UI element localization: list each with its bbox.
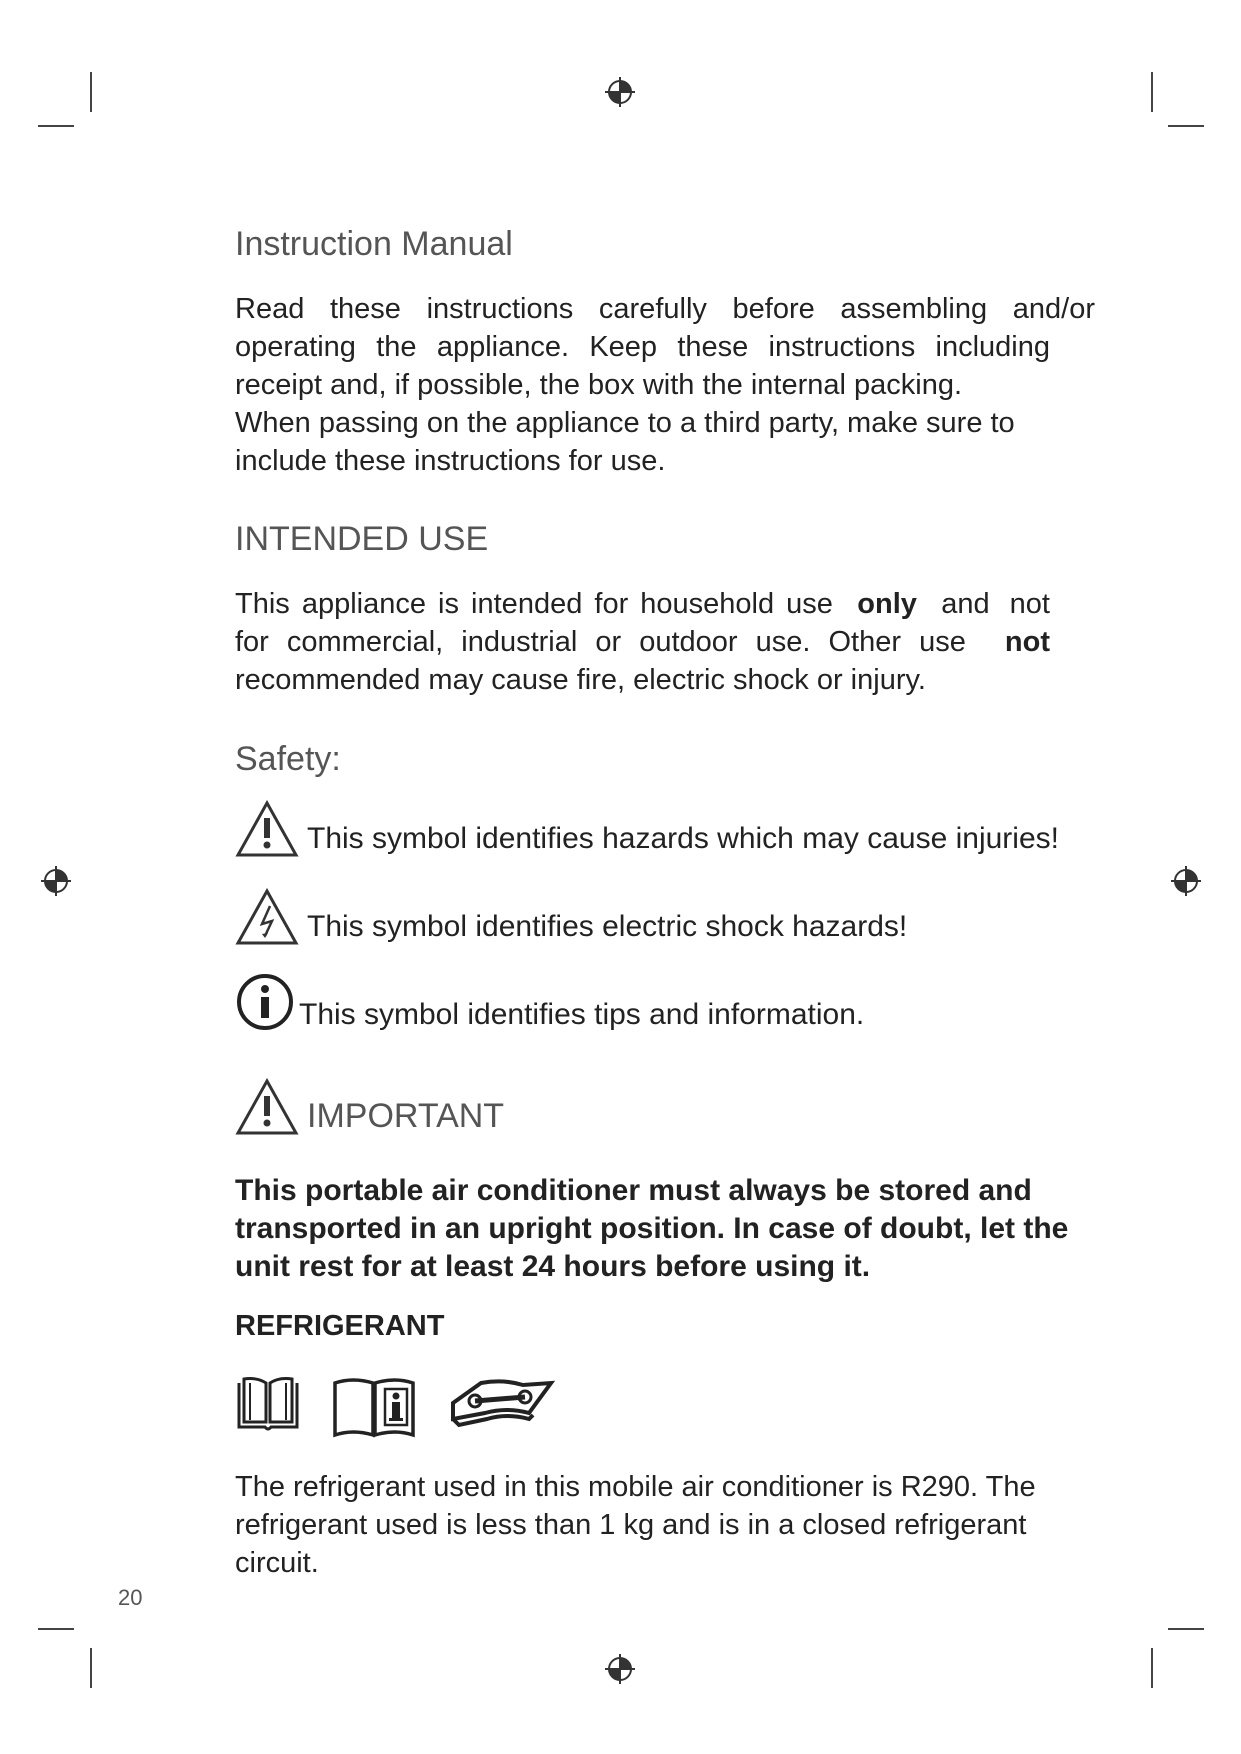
intro-line: Read these instructions carefully before assembling and/or: [235, 293, 1095, 325]
registration-mark-icon: [603, 75, 637, 109]
info-book-icon: [331, 1375, 417, 1439]
intended-use-text: This appliance is intended for household use: [235, 588, 833, 620]
refrigerant-heading: REFRIGERANT: [235, 1310, 445, 1342]
symbol-row-hazard: [235, 800, 1059, 858]
crop-mark: [38, 125, 74, 127]
page-title: Instruction Manual: [235, 225, 513, 263]
crop-mark: [1168, 1628, 1204, 1630]
manual-book-icon: [235, 1375, 301, 1433]
intended-use-line: recommended may cause fire, electric shock or injury.: [235, 664, 926, 696]
intended-use-emphasis: not: [1004, 626, 1050, 658]
crop-mark: [1151, 1648, 1153, 1688]
intended-use-heading: INTENDED USE: [235, 520, 489, 558]
intro-line: operating the appliance. Keep these instructions including: [235, 331, 1050, 363]
intended-use-paragraph: [235, 585, 1095, 699]
important-line: This portable air conditioner must always be stored and: [235, 1174, 1032, 1207]
electric-shock-icon: [235, 888, 299, 946]
important-heading: IMPORTANT: [307, 1097, 505, 1135]
registration-mark-icon: [603, 1652, 637, 1686]
intended-use-line: [235, 623, 1050, 661]
crop-mark: [38, 1628, 74, 1630]
intended-use-text: and not: [941, 588, 1050, 620]
important-line: transported in an upright position. In case of doubt, let the: [235, 1212, 1069, 1245]
refrigerant-paragraph: [235, 1468, 1095, 1582]
warning-triangle-icon: [235, 800, 299, 858]
important-line: unit rest for at least 24 hours before using it.: [235, 1250, 871, 1283]
registration-mark-icon: [39, 864, 73, 898]
intro-line: When passing on the appliance to a third party, make sure to: [235, 407, 1015, 439]
safety-heading: Safety:: [235, 740, 341, 778]
symbol-row-info: [235, 972, 864, 1032]
crop-mark: [90, 1648, 92, 1688]
important-paragraph: [235, 1172, 1095, 1286]
refrigerant-icons: [235, 1375, 557, 1439]
intended-use-text: for commercial, industrial or outdoor use. Other use: [235, 626, 966, 658]
crop-mark: [90, 72, 92, 112]
page-number: 20: [118, 1585, 143, 1610]
info-circle-icon: [235, 972, 295, 1032]
crop-mark: [1168, 125, 1204, 127]
warning-triangle-icon: [235, 1078, 299, 1136]
refrigerant-line: The refrigerant used in this mobile air conditioner is R290. The: [235, 1471, 1036, 1503]
intro-line: receipt and, if possible, the box with the internal packing.: [235, 369, 963, 401]
symbol-text: This symbol identifies hazards which may cause injuries!: [307, 822, 1059, 855]
symbol-text: This symbol identifies electric shock hazards!: [307, 910, 908, 943]
registration-mark-icon: [1169, 864, 1203, 898]
important-heading-row: [235, 1078, 504, 1136]
service-manual-icon: [447, 1375, 557, 1433]
refrigerant-line: circuit.: [235, 1547, 319, 1579]
intended-use-line: [235, 585, 1050, 623]
intended-use-emphasis: only: [857, 588, 917, 620]
intro-paragraph: [235, 290, 1095, 480]
refrigerant-line: refrigerant used is less than 1 kg and is in a closed refrigerant: [235, 1509, 1027, 1541]
symbol-text: This symbol identifies tips and information.: [299, 998, 865, 1031]
intro-line: include these instructions for use.: [235, 445, 666, 477]
crop-mark: [1151, 72, 1153, 112]
symbol-row-electric: [235, 888, 907, 946]
